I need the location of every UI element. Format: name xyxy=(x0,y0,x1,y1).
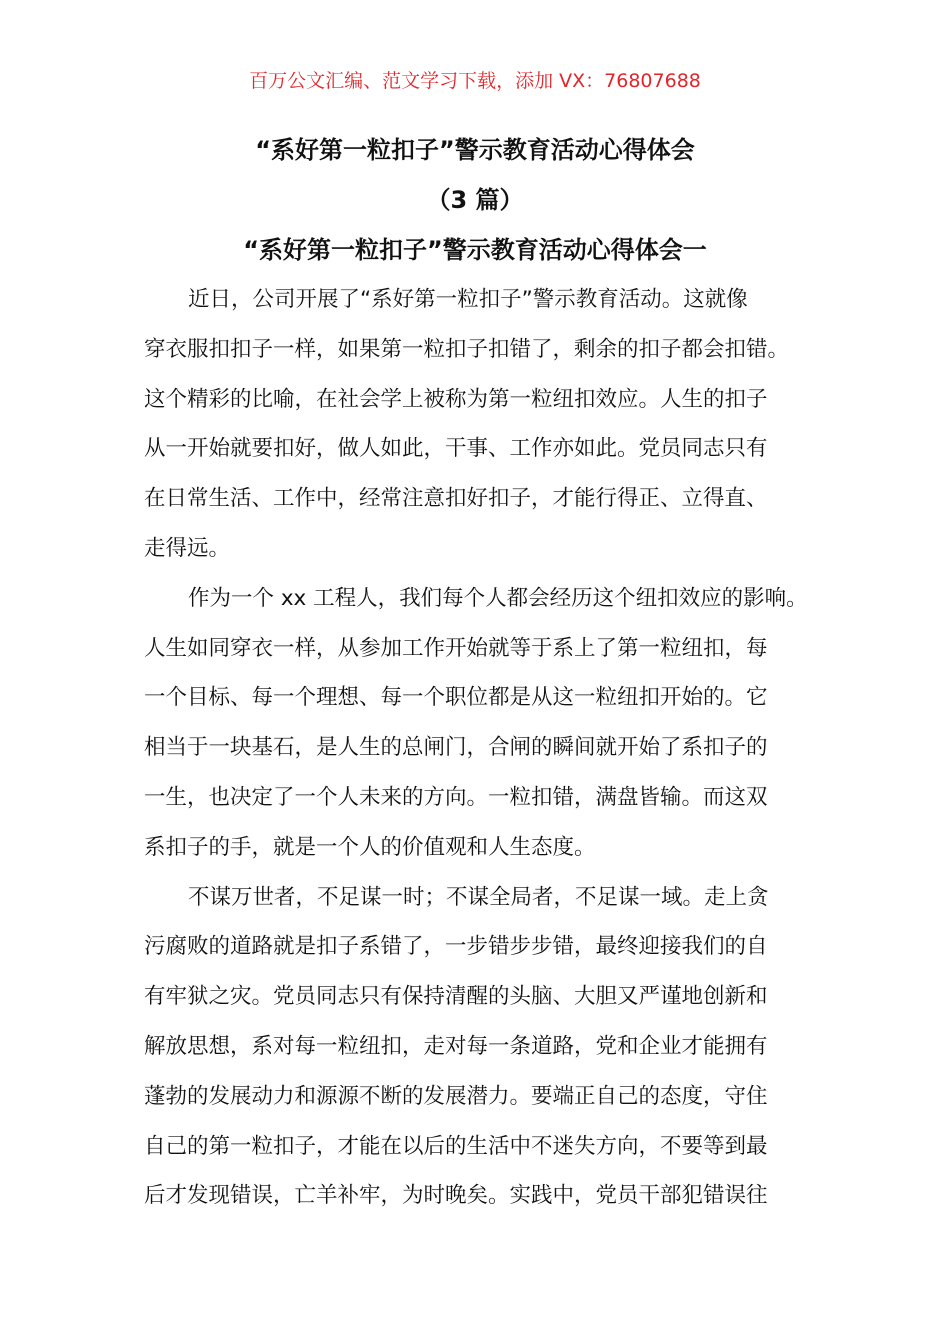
paragraph-line: 从一开始就要扣好，做人如此，干事、工作亦如此。党员同志只有 xyxy=(144,436,768,462)
paragraph-line: 一生，也决定了一个人未来的方向。一粒扣错，满盘皆输。而这双 xyxy=(144,784,768,810)
document-title-count: （3 篇） xyxy=(426,186,524,214)
paragraph-line: 系扣子的手，就是一个人的价值观和人生态度。 xyxy=(144,834,596,860)
document-title: “系好第一粒扣子”警示教育活动心得体会 xyxy=(255,136,695,164)
paragraph-line: 相当于一块基石，是人生的总闸门，合闸的瞬间就开始了系扣子的 xyxy=(144,735,768,761)
paragraph-line: 作为一个 xx 工程人，我们每个人都会经历这个纽扣效应的影响。 xyxy=(188,585,808,611)
paragraph-line: 蓬勃的发展动力和源源不断的发展潜力。要端正自己的态度，守住 xyxy=(144,1083,768,1109)
paragraph-line: 自己的第一粒扣子，才能在以后的生活中不迷失方向，不要等到最 xyxy=(144,1133,768,1159)
paragraph-line: 解放思想，系对每一粒纽扣，走对每一条道路，党和企业才能拥有 xyxy=(144,1033,768,1059)
paragraph xyxy=(144,285,814,584)
paragraph-line: 穿衣服扣扣子一样，如果第一粒扣子扣错了，剩余的扣子都会扣错。 xyxy=(144,336,790,362)
paragraph-line: 近日，公司开展了“系好第一粒扣子”警示教育活动。这就像 xyxy=(188,287,748,312)
paragraph-line: 污腐败的道路就是扣子系错了，一步错步步错，最终迎接我们的自 xyxy=(144,934,768,960)
paragraph-line: 在日常生活、工作中，经常注意扣好扣子，才能行得正、立得直、 xyxy=(144,486,768,512)
section-heading: “系好第一粒扣子”警示教育活动心得体会一 xyxy=(243,236,707,264)
paragraph-line: 走得远。 xyxy=(144,535,231,561)
paragraph-line: 不谋万世者，不足谋一时；不谋全局者，不足谋一域。走上贪 xyxy=(188,884,769,910)
download-banner: 百万公文汇编、范文学习下载，添加 VX：76807688 xyxy=(249,70,701,92)
paragraph-line: 一个目标、每一个理想、每一个职位都是从这一粒纽扣开始的。它 xyxy=(144,685,768,711)
paragraph xyxy=(144,883,814,1232)
paragraph-line: 这个精彩的比喻，在社会学上被称为第一粒纽扣效应。人生的扣子 xyxy=(144,386,768,412)
paragraph xyxy=(144,584,814,883)
paragraph-line: 后才发现错误，亡羊补牢，为时晚矣。实践中，党员干部犯错误往 xyxy=(144,1183,768,1209)
paragraph-line: 人生如同穿衣一样，从参加工作开始就等于系上了第一粒纽扣，每 xyxy=(144,635,768,661)
document-body xyxy=(144,285,814,1231)
paragraph-line: 有牢狱之灾。党员同志只有保持清醒的头脑、大胆又严谨地创新和 xyxy=(144,984,768,1010)
